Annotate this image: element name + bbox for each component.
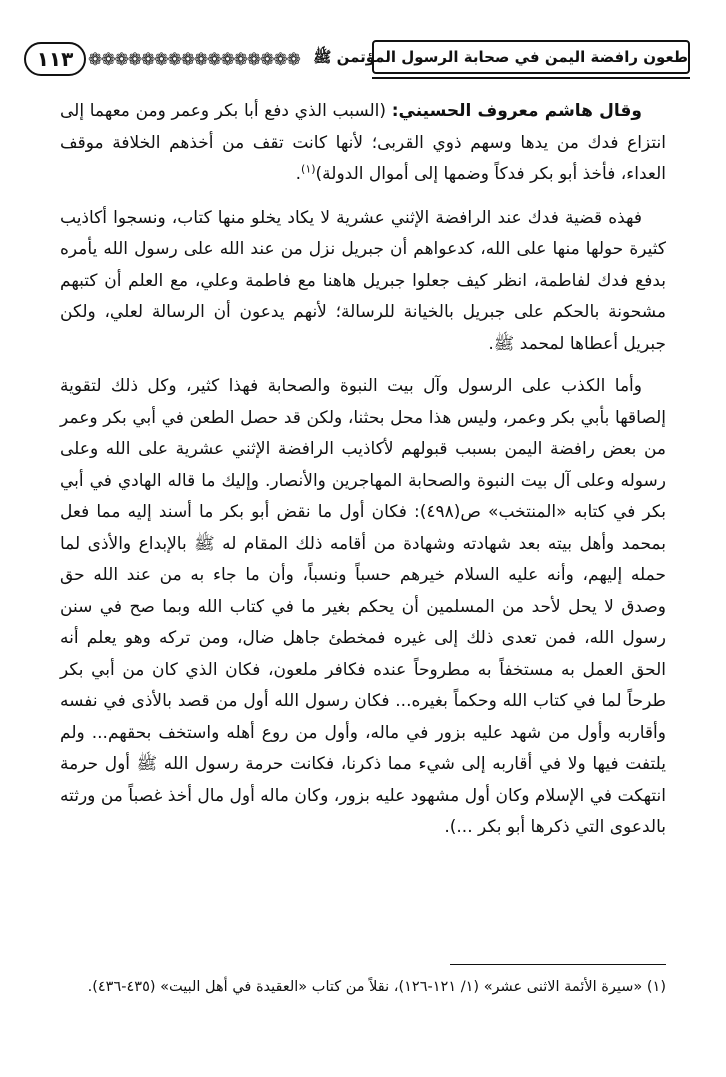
running-title: طعون رافضة اليمن في صحابة الرسول المؤتمن ﷺ (372, 40, 690, 74)
page-header (24, 40, 696, 80)
paragraph-3-text: وأما الكذب على الرسول وآل بيت النبوة والصحابة فهذا كثير، وكل ذلك لتقوية إلصاقها بأبي بكر وعمر، وليس هذا محل بحثنا، ولكن قد حصل الطعن في أبي بكر وعمر من بعض رافضة اليمن بسبب قبولهم لأكاذيب الرافضة الإثني عشرية على الله وعلى رسوله وعلى آل بيت النبوة والصحابة المهاجرين والأنصار. وإليك ما قاله الهادي في أبي بكر في كتابه «المنتخب» ص(٤٩٨): فكان أول ما نقض أبو بكر ما أسند إليه مما فعل بمحمد وأهل بيته بعد شهادته وشهادة من أقامه ذلك المقام له ﷺ بالإبداع والأذى لما حمله إليهم، وأنه عليه السلام خيرهم حسباً ونسباً، وأن ما جاء به من عند الله حق وصدق لا يحل لأحد من المسلمين أن يحكم بغير ما في كتاب الله وبما صح في سنن رسول الله، فمن تعدى ذلك إلى غيره فمخطئ جاهل ضال، ومن تركه وهو يعلم أنه الحق العمل به مستخفاً به مطروحاً عنده فكافر ملعون، فكان الذي كان من أبي بكر طرحاً لما في كتاب الله وحكماً بغيره... فكان رسول الله أول من قصد بالأذى في نفسه وأقاربه وأول من شهد عليه بزور في ماله، وأول من روع أهله واستخف بحقهم... ولم يلتفت فيها ولا في أقاربه إلى شيء مما ذكرنا، فكانت حرمة رسول الله ﷺ أول حرمة انتهكت في الإسلام وكان أول مشهود عليه بزور، وكان ماله أول مال أخذ غصباً من ورثته بالدعوى التي ذكرها أبو بكر ...). (60, 376, 666, 837)
page-number: ١١٣ (24, 42, 86, 76)
footnote-reference: (١) (301, 162, 316, 176)
body-text (60, 96, 666, 844)
quoted-speaker: وقال هاشم معروف الحسيني: (391, 101, 642, 121)
footnote: (١) «سيرة الأئمة الاثنى عشر» (١/ ١٢١-١٢٦)، نقلاً من كتاب «العقيدة في أهل البيت» (٤٣٥-٤٣٦). (87, 979, 666, 995)
paragraph-1-end: . (295, 164, 302, 184)
paragraph-1-text: (السبب الذي دفع أبا بكر وعمر ومن معهما إلى انتزاع فدك من يدها وسهم ذوي القربى؛ لأنها كانت تقف من أخذهم الخلافة موقف العداء، فأخذ أبو بكر فدكاً وضمها إلى أموال الدولة) (60, 101, 666, 184)
paragraph-3 (60, 371, 666, 844)
ornament-row: ❁❁❁❁❁❁❁❁❁❁❁❁❁❁❁❁ (88, 50, 300, 70)
paragraph-2 (60, 203, 666, 361)
paragraph-1 (60, 96, 666, 191)
footnote-divider (450, 964, 666, 965)
paragraph-2-text: فهذه قضية فدك عند الرافضة الإثني عشرية لا يكاد يخلو منها كتاب، ونسجوا أكاذيب كثيرة حولها منها على الله، كدعواهم أن جبريل نزل من عند الله على رسول الله يأمره بدفع فدك لفاطمة، انظر كيف جعلوا جبريل هاهنا مع فاطمة وعلي، مع العلم أن كتبهم مشحونة بالحكم على جبريل بالخيانة للرسالة؛ لأنهم يدعون أن الرسالة لعلي، ولكن جبريل أعطاها لمحمد ﷺ. (60, 207, 666, 354)
